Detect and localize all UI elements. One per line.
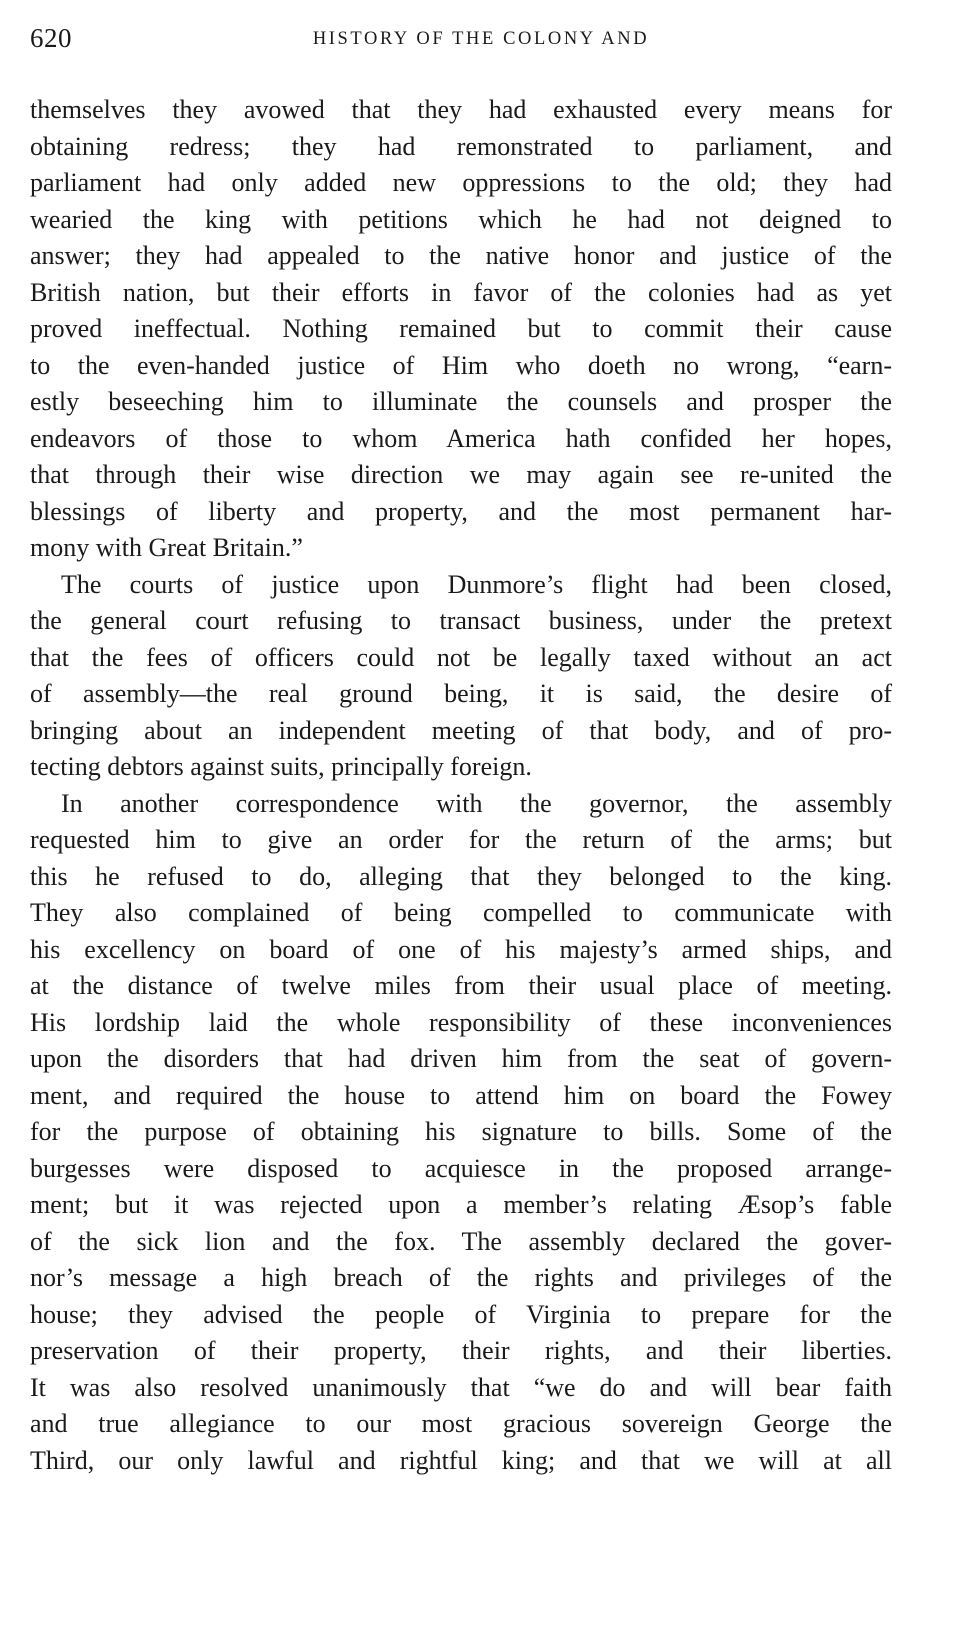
text-line: The courts of justice upon Dunmore’s flight had been closed, (61, 569, 892, 599)
text-line: preservation of their property, their rights, and their liberties. (30, 1336, 892, 1365)
text-line: upon the disorders that had driven him from the seat of govern- (30, 1044, 892, 1073)
text-line: His lordship laid the whole responsibility of these inconveniences (30, 1007, 892, 1037)
text-line: of the sick lion and the fox. The assembly declared the gover- (30, 1226, 892, 1256)
text-line: estly beseeching him to illuminate the counsels and prosper the (30, 387, 892, 416)
text-line: parliament had only added new oppressions to the old; they had (30, 168, 892, 197)
text-line: wearied the king with petitions which he had not deigned to (30, 204, 892, 234)
text-line: mony with Great Britain.” (30, 533, 303, 562)
text-line: tecting debtors against suits, principally foreign. (30, 752, 532, 781)
text-line: of assembly—the real ground being, it is said, the desire of (30, 679, 892, 708)
text-line: and true allegiance to our most gracious sovereign George the (30, 1409, 892, 1438)
paragraph (30, 786, 892, 1480)
text-line: at the distance of twelve miles from their usual place of meeting. (30, 971, 892, 1000)
text-line: for the purpose of obtaining his signature to bills. Some of the (30, 1117, 892, 1146)
running-title: HISTORY OF THE COLONY AND (312, 29, 650, 49)
text-line: Third, our only lawful and rightful king; and that we will at all (30, 1445, 892, 1475)
text-line: that the fees of officers could not be legally taxed without an act (30, 642, 892, 672)
text-line: burgesses were disposed to acquiesce in the proposed arrange- (30, 1153, 892, 1183)
text-line: to the even-handed justice of Him who doeth no wrong, “earn- (30, 350, 892, 380)
running-head (30, 22, 892, 64)
text-line: that through their wise direction we may again see re-united the (30, 460, 892, 489)
text-line: bringing about an independent meeting of that body, and of pro- (30, 715, 892, 745)
text-line: house; they advised the people of Virginia to prepare for the (30, 1299, 892, 1329)
paragraph (30, 92, 892, 567)
page-number: 620 (30, 23, 72, 53)
text-line: They also complained of being compelled to communicate with (30, 898, 892, 927)
text-line: requested him to give an order for the return of the arms; but (30, 825, 892, 854)
book-page (30, 22, 892, 1479)
text-line: It was also resolved unanimously that “we do and will bear faith (30, 1372, 892, 1402)
paragraph (30, 567, 892, 786)
text-line: ment; but it was rejected upon a member’s relating Æsop’s fable (30, 1190, 892, 1219)
text-line: themselves they avowed that they had exhausted every means for (30, 95, 892, 124)
text-line: obtaining redress; they had remonstrated to parliament, and (30, 131, 892, 161)
text-line: answer; they had appealed to the native honor and justice of the (30, 241, 892, 270)
text-line: this he refused to do, alleging that they belonged to the king. (30, 861, 892, 891)
body-text (30, 92, 892, 1479)
text-line: proved ineffectual. Nothing remained but to commit their cause (30, 314, 892, 343)
text-line: the general court refusing to transact business, under the pretext (30, 606, 892, 635)
text-line: ment, and required the house to attend him on board the Fowey (30, 1080, 892, 1110)
text-line: his excellency on board of one of his majesty’s armed ships, and (30, 934, 892, 964)
text-line: endeavors of those to whom America hath confided her hopes, (30, 423, 892, 453)
text-line: In another correspondence with the governor, the assembly (61, 788, 892, 818)
text-line: nor’s message a high breach of the rights and privileges of the (30, 1263, 892, 1292)
text-line: British nation, but their efforts in favor of the colonies had as yet (30, 277, 892, 307)
text-line: blessings of liberty and property, and the most permanent har- (30, 496, 892, 526)
